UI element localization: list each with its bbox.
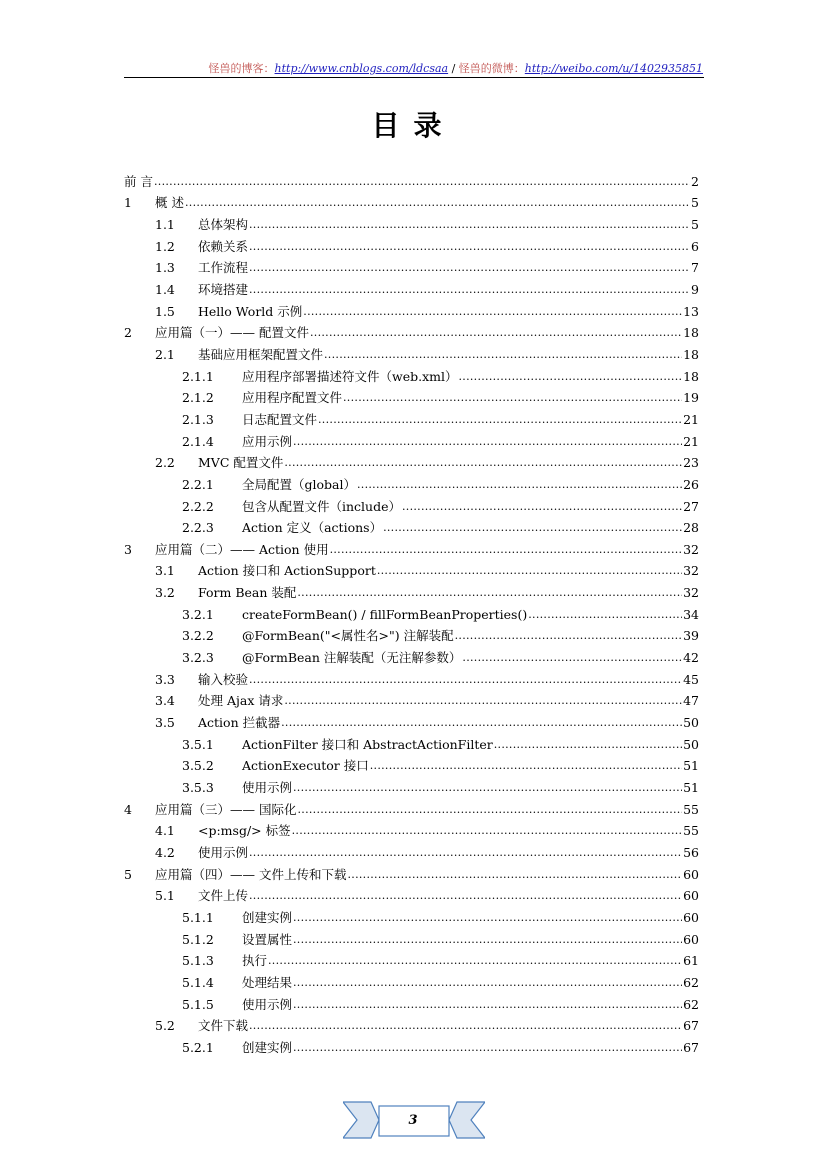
toc-entry-title: 应用示例 <box>242 433 293 449</box>
toc-entry[interactable] <box>124 600 699 622</box>
toc-entry-number: 2.2.1 <box>182 476 214 492</box>
toc-entry-number: 5.1.3 <box>182 953 214 969</box>
toc-entry-title: 使用示例 <box>198 845 249 860</box>
toc-entry-page: 26 <box>683 476 699 492</box>
toc-entry-page: 32 <box>683 541 699 557</box>
toc-entry-number: 1 <box>124 195 132 211</box>
toc-entry-page: 51 <box>683 780 699 796</box>
toc-leader-dots <box>249 217 690 232</box>
toc-leader-dots <box>370 758 682 773</box>
toc-leader-dots <box>249 1018 682 1033</box>
toc-entry-number: 3.2.1 <box>182 606 214 622</box>
toc-entry-title: @FormBean 注解装配（无注解参数） <box>242 650 462 666</box>
toc-entry-title: 工作流程 <box>198 260 249 276</box>
toc-leader-dots <box>383 520 682 535</box>
toc-entry-number: 2.2.3 <box>182 520 214 536</box>
toc-entry[interactable] <box>124 730 699 752</box>
toc-entry-number: 2.1 <box>155 346 175 362</box>
toc-entry[interactable] <box>124 708 699 730</box>
toc-entry-title: 依赖关系 <box>198 238 249 254</box>
toc-leader-dots <box>249 260 690 275</box>
toc-entry-title: 基础应用框架配置文件 <box>198 346 324 362</box>
toc-leader-dots <box>293 975 682 990</box>
toc-entry-page: 62 <box>683 974 699 990</box>
toc-entry-title: 应用程序配置文件 <box>242 390 343 406</box>
toc-entry-page: 56 <box>683 845 699 860</box>
toc-entry[interactable] <box>124 578 699 600</box>
toc-entry-title: createFormBean() / fillFormBeanProperties() <box>242 606 528 622</box>
toc-entry[interactable] <box>124 860 699 882</box>
toc-entry-page: 2 <box>691 173 699 189</box>
toc-entry-number: 2.1.1 <box>182 368 214 384</box>
toc-entry-title: 执行 <box>242 953 268 969</box>
toc-entry[interactable] <box>124 968 699 990</box>
toc-leader-dots <box>293 997 682 1012</box>
toc-entry-page: 32 <box>683 563 699 579</box>
toc-entry-number: 2.1.4 <box>182 433 214 449</box>
toc-leader-dots <box>462 650 682 665</box>
toc-entry[interactable] <box>124 492 699 514</box>
toc-entry-page: 60 <box>683 888 699 904</box>
toc-entry-title: 创建实例 <box>242 909 293 925</box>
blog-link[interactable]: http://www.cnblogs.com/ldcsaa <box>274 62 449 75</box>
toc-leader-dots <box>154 174 690 189</box>
toc-entry-number: 5.1.4 <box>182 974 214 990</box>
ribbon-left-tail <box>343 1102 379 1138</box>
toc-leader-dots <box>293 932 682 947</box>
toc-leader-dots <box>284 455 682 470</box>
toc-entry-title: 文件下载 <box>198 1018 249 1034</box>
toc-entry[interactable] <box>124 687 699 709</box>
toc-entry-number: 5.1 <box>155 888 175 904</box>
toc-entry-title: ActionFilter 接口和 AbstractActionFilter <box>242 736 493 752</box>
toc-entry-page: 50 <box>683 715 699 731</box>
toc-entry-page: 5 <box>691 195 699 211</box>
toc-leader-dots <box>455 628 682 643</box>
toc-entry[interactable] <box>124 882 699 904</box>
toc-entry-number: 3.2 <box>155 585 175 601</box>
toc-entry-title: Action 拦截器 <box>198 715 281 731</box>
toc-entry-number: 4.2 <box>155 845 175 860</box>
toc-leader-dots <box>297 585 682 600</box>
toc-entry[interactable] <box>124 925 699 947</box>
toc-entry-page: 61 <box>683 953 699 969</box>
toc-entry-number: 3.5.3 <box>182 780 214 796</box>
toc-entry-title: Hello World 示例 <box>198 303 303 319</box>
toc-entry-page: 27 <box>683 498 699 514</box>
page-title: 目录 <box>371 109 456 142</box>
toc-entry-number: 1.4 <box>155 281 175 297</box>
toc-entry-page: 23 <box>683 455 699 471</box>
toc-entry[interactable] <box>124 795 699 817</box>
toc-entry[interactable] <box>124 947 699 969</box>
toc-leader-dots <box>249 845 682 860</box>
toc-entry[interactable] <box>124 232 699 254</box>
toc-entry[interactable] <box>124 275 699 297</box>
toc-entry-page: 62 <box>683 996 699 1012</box>
toc-entry-page: 60 <box>683 909 699 925</box>
toc-entry[interactable] <box>124 340 699 362</box>
toc-entry-page: 50 <box>683 736 699 752</box>
toc-entry-title: Action 接口和 ActionSupport <box>198 563 376 579</box>
toc-entry-page: 18 <box>683 368 699 384</box>
toc-leader-dots <box>310 325 682 340</box>
toc-leader-dots <box>293 780 682 795</box>
running-header <box>209 60 703 76</box>
toc-entry-page: 47 <box>683 693 699 709</box>
toc-leader-dots <box>293 910 682 925</box>
toc-entry-title: 输入校验 <box>198 671 249 687</box>
toc-entry-number: 3.3 <box>155 671 175 687</box>
toc-leader-dots <box>347 867 682 882</box>
toc-entry-number: 1.5 <box>155 303 175 319</box>
toc-entry-title: 文件上传 <box>198 888 249 904</box>
toc-entry-number: 5.1.5 <box>182 996 214 1012</box>
toc-leader-dots <box>297 802 682 817</box>
toc-leader-dots <box>528 607 682 622</box>
toc-entry[interactable] <box>124 319 699 341</box>
toc-entry-title: Action 定义（actions） <box>242 520 383 536</box>
toc-leader-dots <box>284 693 682 708</box>
toc-entry-title: 应用篇（三）—— 国际化 <box>155 801 297 817</box>
toc-entry-title: 全局配置（global） <box>242 476 356 492</box>
toc-entry-page: 67 <box>683 1018 699 1034</box>
toc-entry[interactable] <box>124 903 699 925</box>
toc-entry-page: 21 <box>683 411 699 427</box>
toc-entry[interactable] <box>124 622 699 644</box>
toc-entry-number: 2.2 <box>155 455 175 471</box>
toc-entry[interactable] <box>124 189 699 211</box>
toc-entry-title: 设置属性 <box>242 931 293 947</box>
toc-entry[interactable] <box>124 557 699 579</box>
toc-entry-page: 13 <box>683 303 699 319</box>
toc-entry-title: 创建实例 <box>242 1039 293 1055</box>
toc-entry-number: 5 <box>124 866 132 882</box>
toc-entry[interactable] <box>124 449 699 471</box>
toc-leader-dots <box>249 239 690 254</box>
toc-entry-number: 3.5.2 <box>182 758 214 774</box>
toc-entry[interactable] <box>124 990 699 1012</box>
toc-leader-dots <box>249 282 690 297</box>
toc-entry-page: 55 <box>683 823 699 839</box>
table-of-contents <box>124 167 699 1055</box>
ribbon-right-tail <box>449 1102 485 1138</box>
toc-entry[interactable] <box>124 1012 699 1034</box>
toc-entry[interactable] <box>124 838 699 860</box>
toc-entry-number: 3.4 <box>155 693 175 709</box>
toc-entry-page: 34 <box>683 606 699 622</box>
toc-entry-number: 1.1 <box>155 216 175 232</box>
toc-entry-page: 45 <box>683 671 699 687</box>
toc-leader-dots <box>249 672 682 687</box>
toc-entry-page: 51 <box>683 758 699 774</box>
toc-entry-page: 19 <box>683 390 699 406</box>
toc-leader-dots <box>281 715 682 730</box>
toc-entry-number: 5.1.2 <box>182 931 214 947</box>
toc-entry[interactable] <box>124 427 699 449</box>
toc-entry-number: 2 <box>124 325 132 341</box>
toc-leader-dots <box>324 347 682 362</box>
toc-entry-title: 处理结果 <box>242 974 293 990</box>
toc-entry-number: 3.2.2 <box>182 628 214 644</box>
toc-entry-page: 5 <box>691 216 699 232</box>
toc-entry-title: 概 述 <box>155 195 184 211</box>
toc-entry-title: Form Bean 装配 <box>198 585 297 601</box>
toc-entry-number: 3.5.1 <box>182 736 214 752</box>
toc-leader-dots <box>343 390 682 405</box>
toc-entry-number: 5.2 <box>155 1018 175 1034</box>
toc-entry-title: 应用篇（四）—— 文件上传和下载 <box>155 866 347 882</box>
toc-leader-dots <box>293 1040 682 1055</box>
toc-entry-title: 环境搭建 <box>198 281 249 297</box>
toc-entry-number: 3.1 <box>155 563 175 579</box>
toc-entry-page: 39 <box>683 628 699 644</box>
toc-entry[interactable] <box>124 643 699 665</box>
toc-entry-title: 总体架构 <box>198 216 249 232</box>
toc-leader-dots <box>330 542 683 557</box>
toc-entry[interactable] <box>124 817 699 839</box>
toc-entry[interactable] <box>124 384 699 406</box>
toc-leader-dots <box>303 304 682 319</box>
toc-entry-title: 应用篇（一）—— 配置文件 <box>155 325 309 341</box>
toc-entry-page: 28 <box>683 520 699 536</box>
toc-entry[interactable] <box>124 535 699 557</box>
toc-entry-title: 使用示例 <box>242 996 293 1012</box>
toc-entry-page: 7 <box>691 260 699 276</box>
toc-entry[interactable] <box>124 254 699 276</box>
page-number: 3 <box>408 1113 418 1128</box>
toc-entry[interactable] <box>124 470 699 492</box>
toc-entry-title: 应用程序部署描述符文件（web.xml） <box>242 368 458 384</box>
toc-entry-page: 18 <box>683 346 699 362</box>
toc-entry-title: <p:msg/> 标签 <box>198 823 291 839</box>
header-rule <box>124 77 704 78</box>
toc-entry-number: 5.1.1 <box>182 909 214 925</box>
toc-entry[interactable] <box>124 297 699 319</box>
toc-leader-dots <box>402 499 682 514</box>
toc-entry[interactable] <box>124 665 699 687</box>
toc-entry[interactable] <box>124 167 699 189</box>
toc-entry-title: 前 言 <box>124 173 153 189</box>
toc-entry[interactable] <box>124 752 699 774</box>
header-separator: / <box>448 62 459 75</box>
toc-entry[interactable] <box>124 1033 699 1055</box>
toc-entry-number: 3.5 <box>155 715 175 731</box>
toc-entry-page: 18 <box>683 325 699 341</box>
toc-leader-dots <box>249 888 682 903</box>
toc-entry[interactable] <box>124 773 699 795</box>
toc-entry-number: 1.2 <box>155 238 175 254</box>
weibo-label: 怪兽的微博： <box>458 62 525 75</box>
toc-entry-page: 42 <box>683 650 699 666</box>
toc-entry-title: MVC 配置文件 <box>198 455 284 471</box>
toc-entry-page: 55 <box>683 801 699 817</box>
toc-entry-title: 应用篇（二）—— Action 使用 <box>155 541 329 557</box>
toc-entry-number: 1.3 <box>155 260 175 276</box>
toc-entry-page: 60 <box>683 866 699 882</box>
toc-entry-title: 日志配置文件 <box>242 411 318 427</box>
toc-entry-number: 4.1 <box>155 823 175 839</box>
toc-entry[interactable] <box>124 210 699 232</box>
toc-entry-title: 使用示例 <box>242 780 293 796</box>
toc-entry-title: ActionExecutor 接口 <box>242 758 369 774</box>
toc-leader-dots <box>458 369 682 384</box>
toc-leader-dots <box>292 823 682 838</box>
toc-entry-page: 9 <box>691 281 699 297</box>
toc-entry-page: 21 <box>683 433 699 449</box>
toc-entry-page: 6 <box>691 238 699 254</box>
toc-entry-number: 5.2.1 <box>182 1039 214 1055</box>
toc-entry-page: 60 <box>683 931 699 947</box>
toc-leader-dots <box>377 563 682 578</box>
toc-entry-title: @FormBean("<属性名>") 注解装配 <box>242 628 454 644</box>
toc-leader-dots <box>494 737 682 752</box>
toc-entry-page: 67 <box>683 1039 699 1055</box>
toc-entry-page: 32 <box>683 585 699 601</box>
toc-entry-number: 2.1.3 <box>182 411 214 427</box>
toc-entry-title: 包含从配置文件（include） <box>242 498 401 514</box>
toc-leader-dots <box>318 412 682 427</box>
toc-entry[interactable] <box>124 405 699 427</box>
toc-leader-dots <box>293 434 682 449</box>
toc-leader-dots <box>357 477 682 492</box>
toc-entry-number: 4 <box>124 801 132 817</box>
toc-leader-dots <box>268 953 682 968</box>
toc-entry-number: 2.1.2 <box>182 390 214 406</box>
weibo-link[interactable]: http://weibo.com/u/1402935851 <box>524 62 703 75</box>
toc-leader-dots <box>185 195 690 210</box>
toc-entry-title: 处理 Ajax 请求 <box>198 693 284 709</box>
toc-entry[interactable] <box>124 362 699 384</box>
toc-entry[interactable] <box>124 514 699 536</box>
blog-label: 怪兽的博客： <box>208 62 275 75</box>
toc-entry-number: 2.2.2 <box>182 498 214 514</box>
toc-entry-number: 3 <box>124 541 132 557</box>
toc-entry-number: 3.2.3 <box>182 650 214 666</box>
